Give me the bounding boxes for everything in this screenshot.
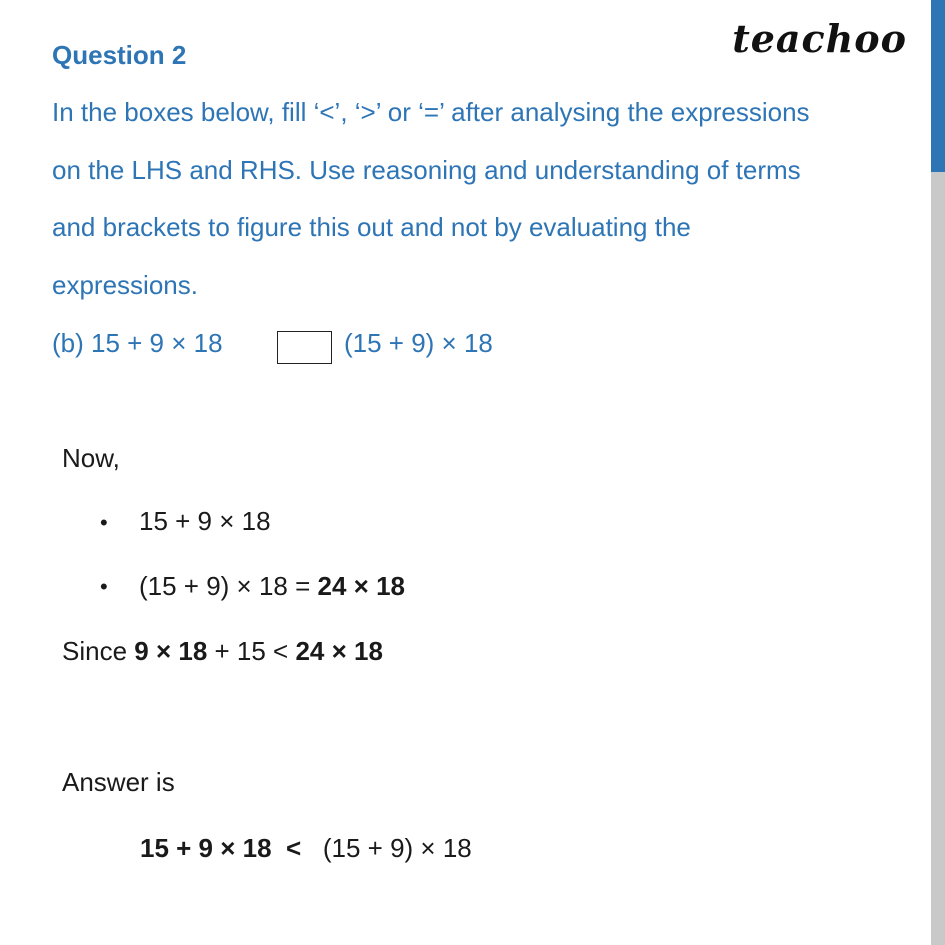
answer-label: Answer is — [62, 767, 175, 797]
part-b-rhs: (15 + 9) × 18 — [344, 328, 493, 358]
final-answer-rhs: (15 + 9) × 18 — [301, 833, 472, 863]
bullet-dot-icon: • — [100, 510, 108, 535]
question-title: Question 2 — [52, 40, 187, 70]
bullet-item-2 — [139, 571, 405, 602]
final-answer-lhs: 15 + 9 × 18 < — [140, 833, 302, 863]
question-line-4: expressions. — [52, 270, 198, 300]
question-line-3: and brackets to figure this out and not by evaluating the — [52, 212, 691, 242]
answer-box[interactable] — [277, 331, 332, 364]
bullet-item-1: 15 + 9 × 18 — [139, 506, 271, 536]
since-statement — [62, 636, 383, 667]
since-prefix: Since — [62, 636, 135, 666]
bullet-dot-icon: • — [100, 574, 108, 599]
now-label: Now, — [62, 443, 120, 473]
question-line-1: In the boxes below, fill ‘<’, ‘>’ or ‘=’ after analysing the expressions — [52, 97, 810, 127]
teachoo-logo: teachoo — [732, 16, 907, 61]
final-answer — [140, 833, 472, 864]
bullet-item-2-expr: (15 + 9) × 18 = — [139, 571, 318, 601]
since-middle: + 15 < — [207, 636, 296, 666]
bullet-item-2-result: 24 × 18 — [317, 571, 405, 601]
question-line-2: on the LHS and RHS. Use reasoning and understanding of terms — [52, 155, 801, 185]
since-bold-2: 24 × 18 — [295, 636, 383, 666]
part-b-lhs: (b) 15 + 9 × 18 — [52, 328, 223, 358]
side-scroll-thumb[interactable] — [931, 0, 945, 172]
since-bold-1: 9 × 18 — [134, 636, 208, 666]
